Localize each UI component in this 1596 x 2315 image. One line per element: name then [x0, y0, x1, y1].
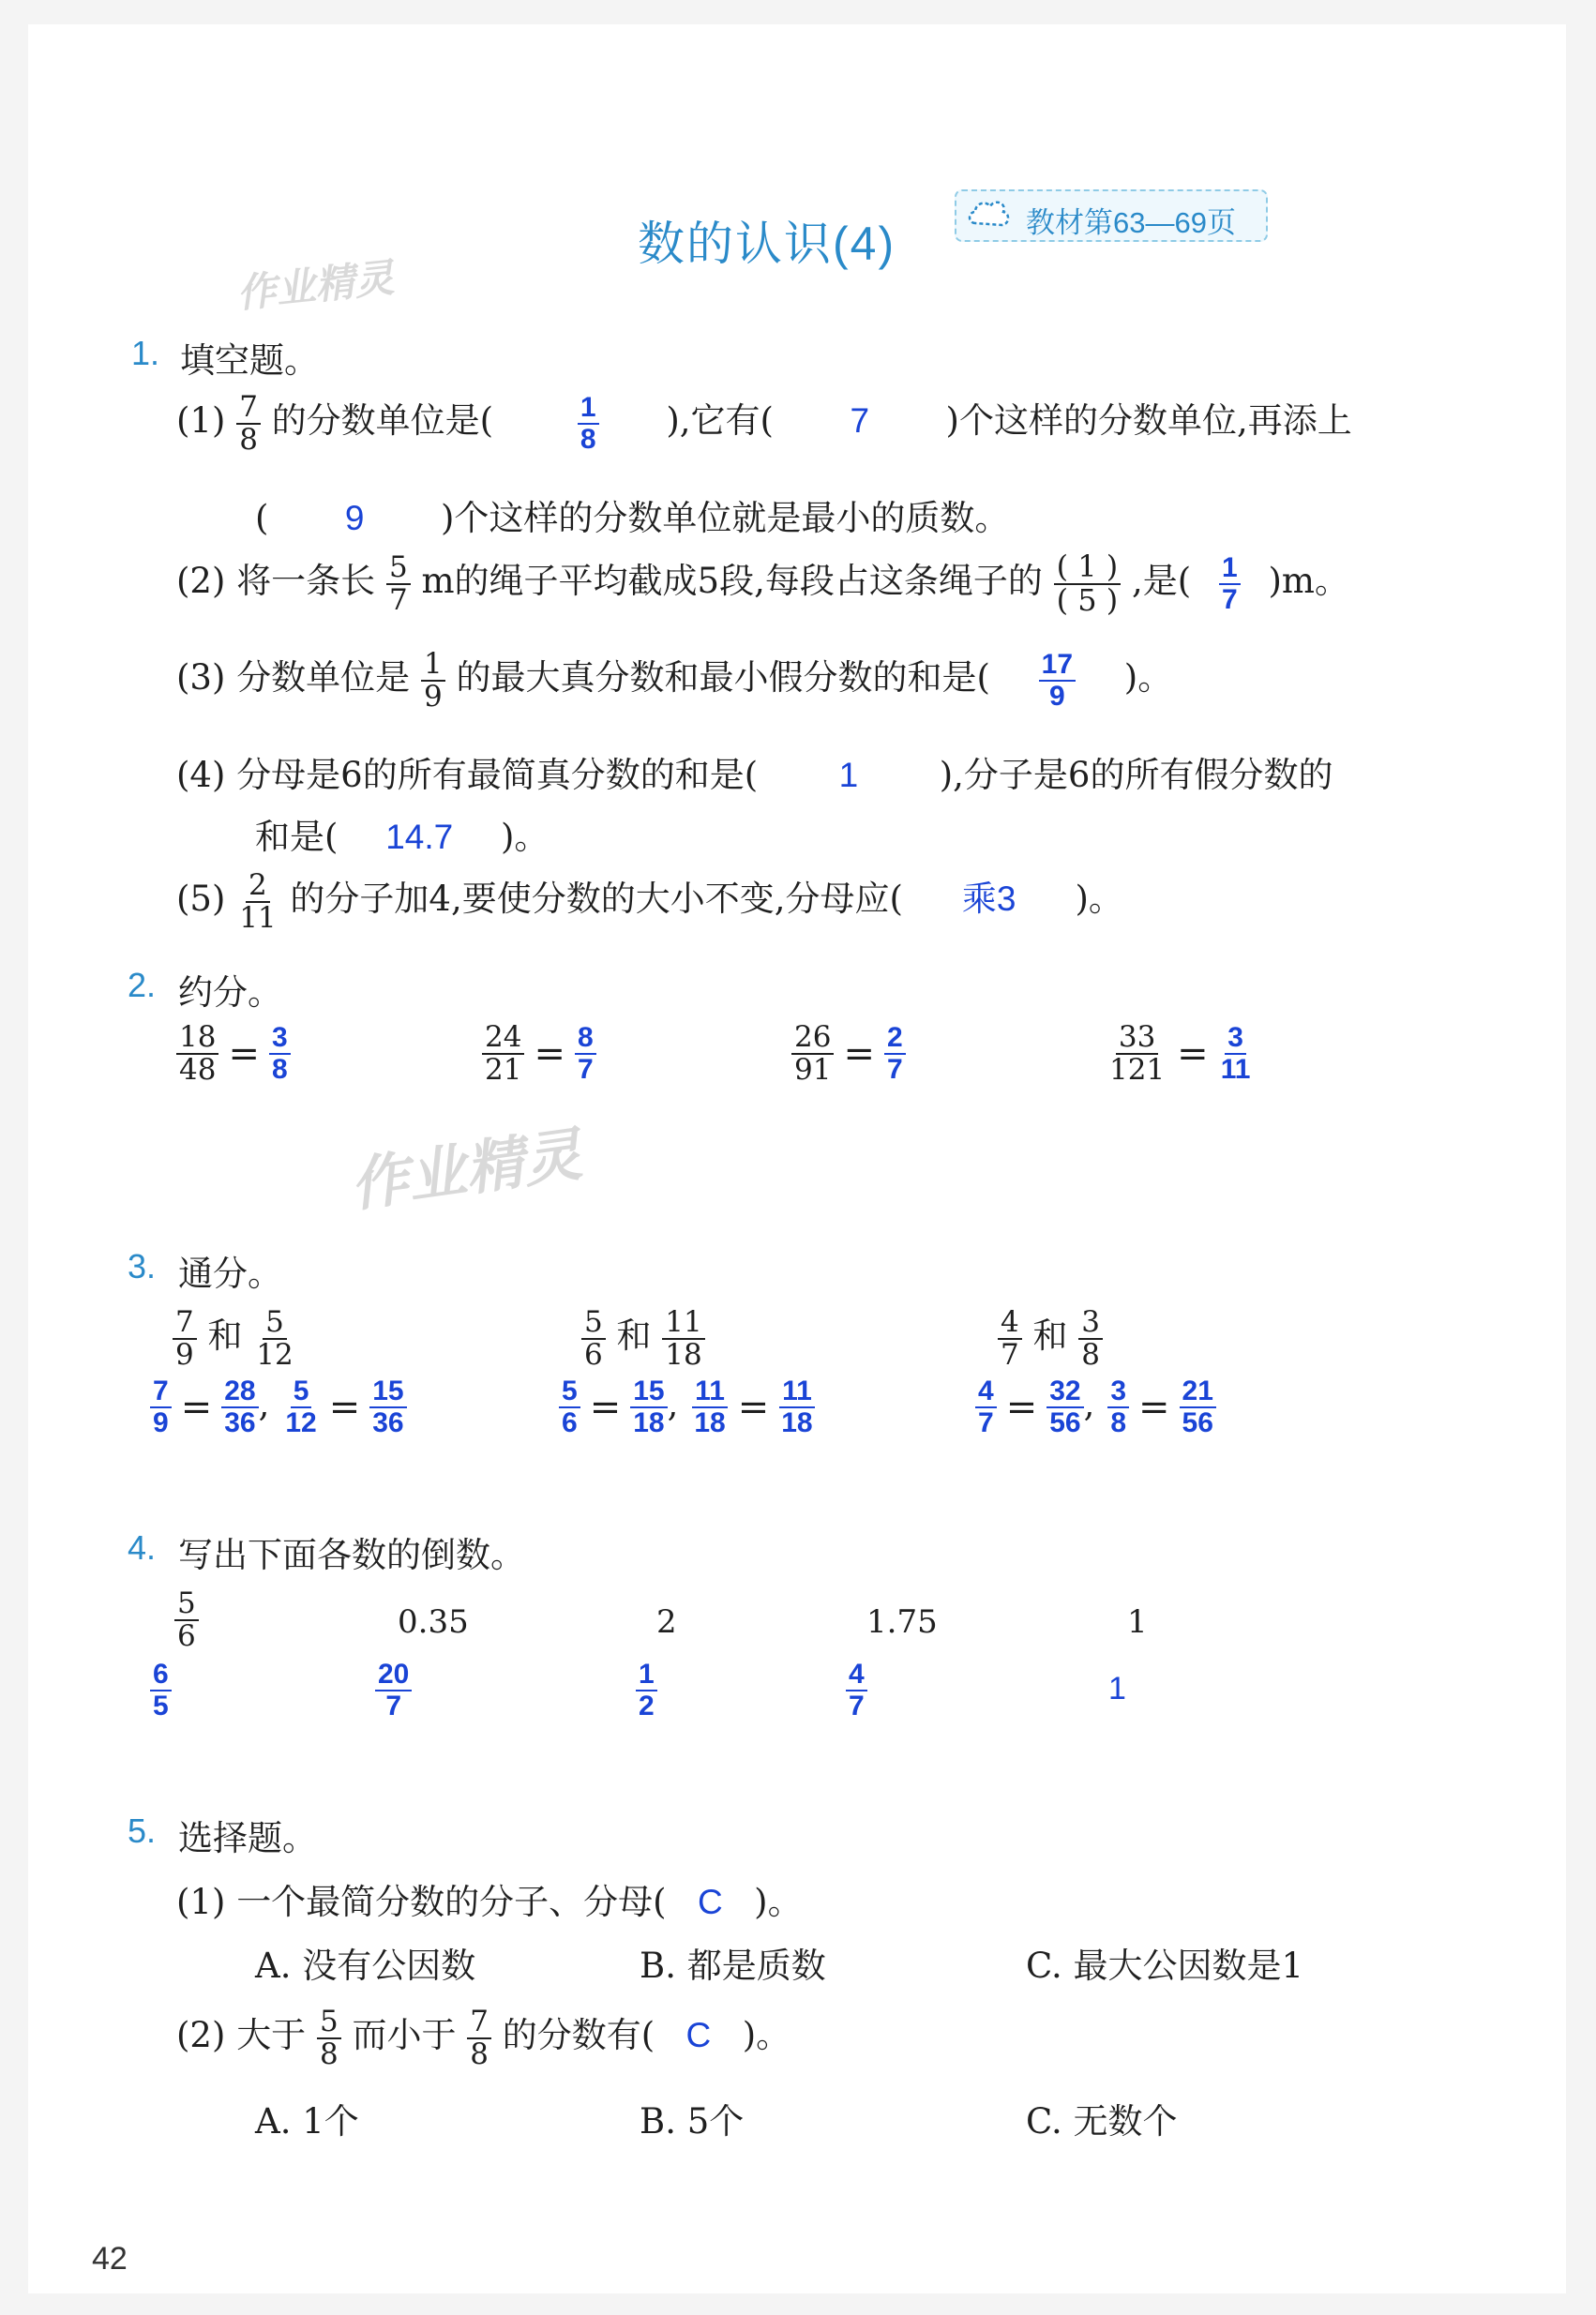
- fraction: $\frac{24}{21}$: [482, 1022, 524, 1085]
- text: )个这样的分数单位就是最小的质数。: [440, 498, 1010, 538]
- q5-p1-option-a: A. 没有公因数: [255, 1946, 476, 1986]
- answer: 14.7: [385, 818, 454, 856]
- q5-p2-option-b: B. 5个: [640, 2101, 745, 2142]
- answer-fraction: $\frac{20}{7}$: [375, 1660, 412, 1721]
- textbook-reference-tag: [955, 189, 1268, 242]
- text: ,: [1083, 1384, 1095, 1424]
- answer-fraction: $\frac{7}{9}$: [150, 1376, 172, 1437]
- fraction: $\frac{7}{9}$: [173, 1307, 197, 1370]
- q2-item-3: [791, 1022, 906, 1085]
- q2-item-2: [482, 1022, 596, 1085]
- equals-sign: =: [1005, 1385, 1038, 1429]
- equals-sign: =: [534, 1031, 565, 1075]
- answer-fraction: $\frac{3}{11}$: [1220, 1022, 1251, 1085]
- q3-item-1-question: [173, 1307, 296, 1370]
- answer: C: [685, 2016, 712, 2055]
- answer: 1: [838, 756, 859, 794]
- equals-sign: =: [843, 1031, 875, 1075]
- answer-fraction: $\frac{5}{6}$: [559, 1376, 580, 1437]
- q3-item-2-answer: [559, 1376, 816, 1437]
- answer-fraction: $\frac{4}{7}$: [975, 1376, 997, 1437]
- q5-p2-option-a: A. 1个: [255, 2101, 359, 2142]
- q4-answer-5: 1: [1108, 1671, 1126, 1706]
- q4-question-5: 1: [1127, 1603, 1148, 1641]
- text: 和: [207, 1315, 243, 1357]
- q1-number: 1.: [131, 334, 160, 372]
- answer: 9: [344, 499, 365, 537]
- text: 的最大真分数和最小假分数的和是(: [456, 657, 990, 699]
- q5-p1-label: (1): [176, 1882, 226, 1922]
- answer-fraction: $\frac{6}{5}$: [150, 1660, 172, 1721]
- q5-p2-label: (2): [176, 2015, 226, 2056]
- q5-p2-line: [176, 2007, 790, 2069]
- text: )。: [1075, 879, 1123, 920]
- answer-fraction: $\frac{1}{8}$: [578, 393, 599, 454]
- fraction: $\frac{5}{6}$: [174, 1588, 199, 1651]
- fraction: $\frac{5}{8}$: [317, 2007, 341, 2069]
- answer-fraction: $\frac{8}{7}$: [575, 1023, 596, 1084]
- q1-p2-line: [176, 551, 1349, 616]
- q3-item-3-answer: [975, 1376, 1216, 1437]
- q1-p4-line2: [255, 808, 549, 859]
- q5-number: 5.: [128, 1811, 157, 1850]
- text: 的分数单位是(: [271, 400, 494, 442]
- text: )个这样的分数单位,再添上: [945, 400, 1352, 442]
- text: )。: [742, 2015, 791, 2056]
- q4-question-4: 1.75: [866, 1603, 938, 1641]
- text: 大于: [236, 2015, 307, 2056]
- q1-p1-line1: [176, 392, 1352, 455]
- q1-p3-label: (3): [176, 657, 226, 699]
- answer-fraction: $\frac{32}{56}$: [1046, 1376, 1083, 1437]
- q4-title: 写出下面各数的倒数。: [178, 1535, 525, 1575]
- fraction: $\frac{4}{7}$: [998, 1307, 1022, 1370]
- answer-fraction-parens: $\frac{( 1 )}{( 5 )}$: [1054, 551, 1122, 616]
- answer-fraction: $\frac{5}{12}$: [285, 1375, 317, 1438]
- q3-item-2-question: [581, 1307, 705, 1370]
- fraction: $\frac{2}{11}$: [239, 868, 277, 935]
- text: ,: [258, 1384, 270, 1424]
- fraction: $\frac{1}{9}$: [421, 649, 445, 712]
- q4-number: 4.: [128, 1528, 157, 1567]
- q5-p2-option-c: C. 无数个: [1026, 2101, 1178, 2142]
- equals-sign: =: [1138, 1385, 1170, 1429]
- text: ,: [667, 1384, 679, 1424]
- answer-fraction: $\frac{4}{7}$: [846, 1660, 867, 1721]
- text: 将一条长: [236, 561, 376, 602]
- answer: 乘3: [961, 879, 1016, 919]
- q4-answer-2: [375, 1660, 412, 1721]
- q5-p1-option-c: C. 最大公因数是1: [1026, 1946, 1304, 1986]
- answer-fraction: $\frac{1}{2}$: [636, 1660, 657, 1721]
- q1-title: 填空题。: [180, 340, 319, 381]
- text: 分数单位是: [236, 657, 411, 699]
- q4-question-3: 2: [656, 1603, 677, 1641]
- q1-p5-line: [176, 870, 1123, 933]
- text: )。: [1123, 657, 1173, 699]
- fraction: $\frac{7}{8}$: [467, 2007, 491, 2069]
- q3-item-3-question: [998, 1307, 1103, 1370]
- fraction: $\frac{33}{121}$: [1109, 1020, 1166, 1087]
- text: )。: [500, 817, 550, 857]
- answer: 7: [850, 401, 870, 441]
- q3-title: 通分。: [178, 1254, 282, 1294]
- answer-fraction: $\frac{3}{8}$: [269, 1023, 291, 1084]
- q1-p4-label: (4): [176, 755, 226, 795]
- answer: C: [698, 1883, 723, 1921]
- text: 的分数有(: [502, 2015, 655, 2056]
- fraction: $\frac{26}{91}$: [791, 1022, 834, 1085]
- equals-sign: =: [737, 1385, 770, 1429]
- answer-fraction: $\frac{15}{18}$: [630, 1376, 667, 1437]
- fraction: $\frac{11}{18}$: [662, 1307, 704, 1370]
- equals-sign: =: [589, 1385, 622, 1429]
- answer-fraction: $\frac{15}{36}$: [369, 1376, 406, 1437]
- q4-answer-1: [150, 1660, 172, 1721]
- q1-p2-label: (2): [176, 561, 226, 602]
- text: ,是(: [1132, 561, 1192, 602]
- q1-p4-line1: [176, 746, 1333, 797]
- answer-fraction: $\frac{17}{9}$: [1039, 650, 1076, 711]
- answer-fraction: $\frac{1}{7}$: [1219, 553, 1241, 614]
- text: 和: [1032, 1315, 1068, 1357]
- equals-sign: =: [1177, 1031, 1209, 1075]
- q4-answer-3: [636, 1660, 657, 1721]
- answer-fraction: $\frac{21}{56}$: [1180, 1376, 1216, 1437]
- text: 和: [616, 1315, 652, 1357]
- text: 和是(: [255, 817, 339, 857]
- text: )m。: [1268, 561, 1349, 602]
- q1-p1-line2: [255, 489, 1009, 540]
- tag-text: 教材第63—69页: [1026, 206, 1236, 239]
- answer-fraction: $\frac{11}{18}$: [778, 1376, 815, 1437]
- q3-number: 3.: [128, 1247, 157, 1285]
- equals-sign: =: [228, 1031, 260, 1075]
- answer-fraction: $\frac{2}{7}$: [884, 1023, 906, 1084]
- q5-p1-line: [176, 1873, 803, 1924]
- fraction: $\frac{5}{6}$: [581, 1307, 606, 1370]
- fraction: $\frac{7}{8}$: [236, 392, 261, 455]
- fraction: $\frac{3}{8}$: [1078, 1307, 1103, 1370]
- page-title: 数的认识(4): [638, 218, 896, 270]
- watermark-top: 作业精灵: [234, 255, 397, 316]
- text: ),它有(: [666, 400, 774, 442]
- q4-question-2: 0.35: [398, 1603, 469, 1641]
- q1-p3-line: [176, 649, 1172, 712]
- q2-number: 2.: [128, 966, 157, 1004]
- q2-title: 约分。: [178, 972, 282, 1013]
- q4-question-1: [174, 1588, 199, 1651]
- fraction: $\frac{5}{12}$: [256, 1305, 294, 1372]
- text: 的分子加4,要使分数的大小不变,分母应(: [290, 879, 903, 920]
- q2-item-1: [176, 1022, 291, 1085]
- q4-answer-4: [846, 1660, 867, 1721]
- text: m的绳子平均截成5段,每段占这条绳子的: [421, 561, 1043, 602]
- q3-item-1-answer: [150, 1376, 407, 1437]
- text: ),分子是6的所有假分数的: [939, 755, 1333, 795]
- equals-sign: =: [328, 1385, 361, 1429]
- page-number: 42: [92, 2241, 128, 2277]
- text: )。: [754, 1882, 803, 1922]
- q1-p1-label: (1): [176, 400, 226, 442]
- q1-p5-label: (5): [176, 879, 226, 920]
- watermark-middle: 作业精灵: [346, 1122, 586, 1219]
- fraction: $\frac{18}{48}$: [176, 1022, 218, 1085]
- fraction: $\frac{5}{7}$: [386, 552, 411, 615]
- text: (: [255, 498, 269, 538]
- answer-fraction: $\frac{11}{18}$: [691, 1376, 728, 1437]
- text: 一个最简分数的分子、分母(: [236, 1882, 667, 1922]
- text: 而小于: [352, 2015, 457, 2056]
- answer-fraction: $\frac{3}{8}$: [1107, 1376, 1129, 1437]
- answer-fraction: $\frac{28}{36}$: [221, 1376, 258, 1437]
- q5-p1-option-b: B. 都是质数: [640, 1946, 826, 1986]
- q5-title: 选择题。: [178, 1818, 317, 1858]
- text: 分母是6的所有最简真分数的和是(: [236, 755, 759, 795]
- cloud-icon: [966, 195, 1011, 234]
- equals-sign: =: [180, 1385, 213, 1429]
- q2-item-4: [1107, 1022, 1253, 1085]
